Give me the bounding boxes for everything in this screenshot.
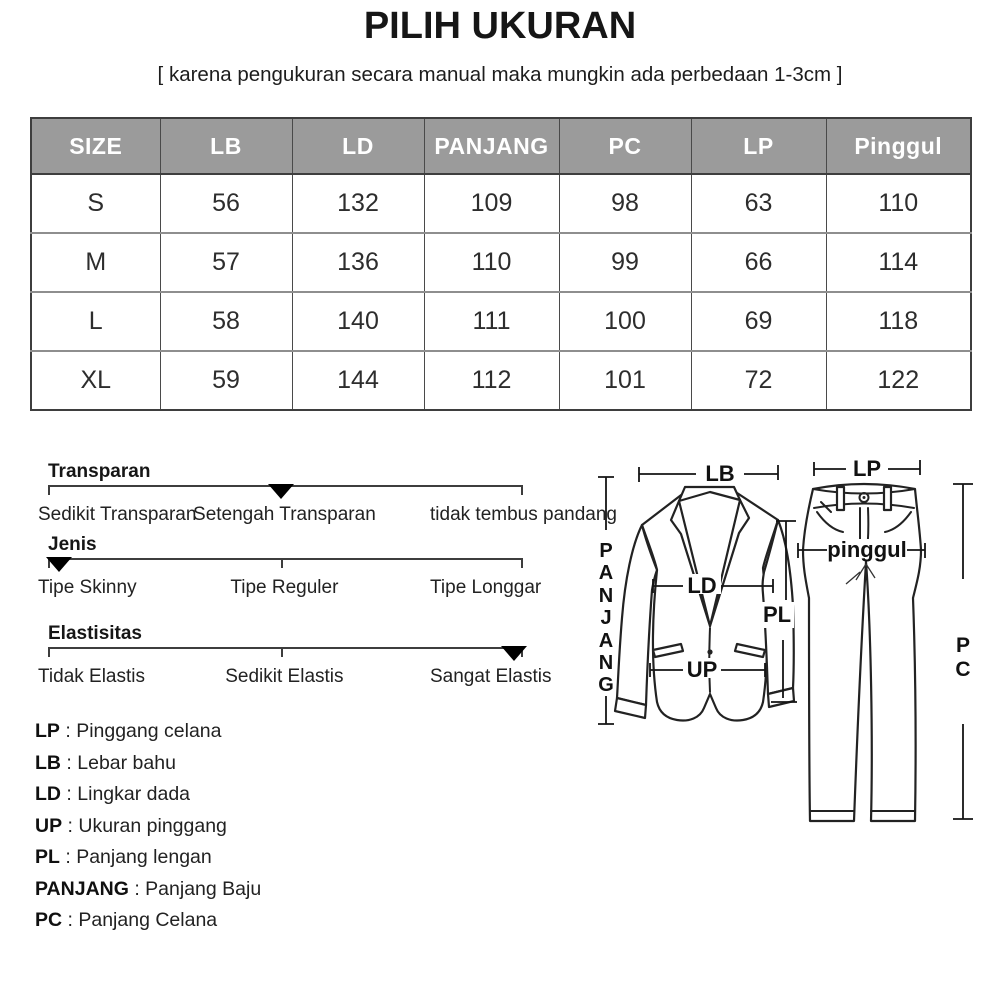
- jacket-up-label: UP: [686, 657, 718, 682]
- jacket-ld-label: LD: [687, 573, 717, 598]
- scale-tick: [48, 485, 50, 495]
- column-header: PC: [559, 118, 691, 174]
- value-cell: 114: [826, 233, 971, 292]
- measure-lb: [639, 461, 778, 486]
- jacket-pl-label: PL: [762, 602, 792, 627]
- value-cell: 63: [691, 174, 826, 233]
- scale-tick: [281, 558, 283, 568]
- page-title: PILIH UKURAN: [363, 5, 637, 47]
- scale-track: [48, 558, 523, 560]
- attribute-scale-transparan: [38, 461, 617, 531]
- table-row: [31, 174, 971, 233]
- pants-button: [863, 496, 866, 499]
- value-cell: 110: [826, 174, 971, 233]
- value-cell: 140: [292, 292, 424, 351]
- value-cell: 109: [424, 174, 559, 233]
- value-cell: 58: [160, 292, 292, 351]
- pants-drawing: [803, 484, 921, 821]
- legend-item: LP : Pinggang celana: [35, 720, 222, 742]
- attribute-title: Jenis: [48, 534, 97, 555]
- table-row: [31, 292, 971, 351]
- scale-label: Sedikit Transparan: [38, 504, 197, 525]
- size-cell: M: [31, 233, 160, 292]
- abbreviation-legend: [35, 716, 261, 937]
- legend-item: LD : Lingkar dada: [35, 783, 191, 805]
- scale-track: [48, 485, 523, 487]
- value-cell: 72: [691, 351, 826, 410]
- value-cell: 111: [424, 292, 559, 351]
- svg-text:N: N: [598, 652, 614, 674]
- legend-item: PANJANG : Panjang Baju: [35, 877, 262, 900]
- svg-text:N: N: [598, 585, 614, 607]
- column-header: SIZE: [31, 118, 160, 174]
- jacket-button: [707, 649, 712, 654]
- scale-label: Setengah Transparan: [193, 504, 376, 525]
- measurement-diagram: [580, 440, 1000, 860]
- pants-pinggul-label: pinggul: [827, 537, 907, 562]
- legend-item: UP : Ukuran pinggang: [35, 814, 227, 837]
- level-marker-icon: [268, 484, 294, 499]
- svg-text:A: A: [598, 562, 614, 584]
- value-cell: 112: [424, 351, 559, 410]
- table-row: [31, 233, 971, 292]
- value-cell: 69: [691, 292, 826, 351]
- level-marker-icon: [46, 557, 72, 572]
- size-cell: L: [31, 292, 160, 351]
- size-cell: S: [31, 174, 160, 233]
- value-cell: 101: [559, 351, 691, 410]
- svg-text:A: A: [598, 630, 614, 652]
- scale-label: Tidak Elastis: [38, 666, 145, 687]
- measure-panjang: [598, 477, 614, 724]
- size-table: [30, 117, 972, 411]
- value-cell: 136: [292, 233, 424, 292]
- scale-label: Sedikit Elastis: [225, 666, 344, 687]
- value-cell: 122: [826, 351, 971, 410]
- attribute-title: Transparan: [48, 461, 151, 482]
- column-header: Pinggul: [826, 118, 971, 174]
- size-table-container: [30, 117, 972, 411]
- value-cell: 66: [691, 233, 826, 292]
- level-marker-icon: [501, 646, 527, 661]
- page-subtitle: [ karena pengukuran secara manual maka mungkin ada perbedaan 1-3cm ]: [157, 63, 843, 86]
- value-cell: 118: [826, 292, 971, 351]
- scale-label: Sangat Elastis: [430, 666, 552, 687]
- column-header: LD: [292, 118, 424, 174]
- value-cell: 144: [292, 351, 424, 410]
- legend-item: LB : Lebar bahu: [35, 751, 176, 774]
- scale-track: [48, 647, 523, 649]
- value-cell: 100: [559, 292, 691, 351]
- svg-text:C: C: [955, 658, 971, 681]
- table-header-row: [31, 118, 971, 174]
- svg-text:G: G: [598, 674, 614, 696]
- svg-text:P: P: [955, 634, 971, 657]
- jacket-lb-label: LB: [705, 461, 735, 486]
- value-cell: 57: [160, 233, 292, 292]
- value-cell: 59: [160, 351, 292, 410]
- scale-tick: [48, 647, 50, 657]
- value-cell: 132: [292, 174, 424, 233]
- scale-tick: [521, 485, 523, 495]
- svg-text:P: P: [599, 540, 613, 562]
- attribute-title: Elastisitas: [48, 623, 142, 644]
- column-header: PANJANG: [424, 118, 559, 174]
- value-cell: 99: [559, 233, 691, 292]
- attribute-scale-jenis: [38, 534, 598, 604]
- legend-item: PC : Panjang Celana: [35, 909, 218, 931]
- scale-label: tidak tembus pandang: [430, 504, 617, 525]
- attribute-scale-elastisitas: [38, 623, 598, 693]
- scale-label: Tipe Skinny: [38, 577, 137, 598]
- column-header: LP: [691, 118, 826, 174]
- table-row: [31, 351, 971, 410]
- scale-label: Tipe Reguler: [230, 577, 339, 598]
- pants-lp-label: LP: [852, 456, 882, 481]
- value-cell: 56: [160, 174, 292, 233]
- scale-label: Tipe Longgar: [430, 577, 542, 598]
- svg-text:J: J: [600, 607, 612, 629]
- value-cell: 110: [424, 233, 559, 292]
- measure-lp: [814, 456, 920, 481]
- scale-tick: [281, 647, 283, 657]
- size-cell: XL: [31, 351, 160, 410]
- scale-tick: [521, 558, 523, 568]
- legend-item: PL : Panjang lengan: [35, 846, 212, 868]
- column-header: LB: [160, 118, 292, 174]
- measure-pc: [953, 484, 973, 819]
- value-cell: 98: [559, 174, 691, 233]
